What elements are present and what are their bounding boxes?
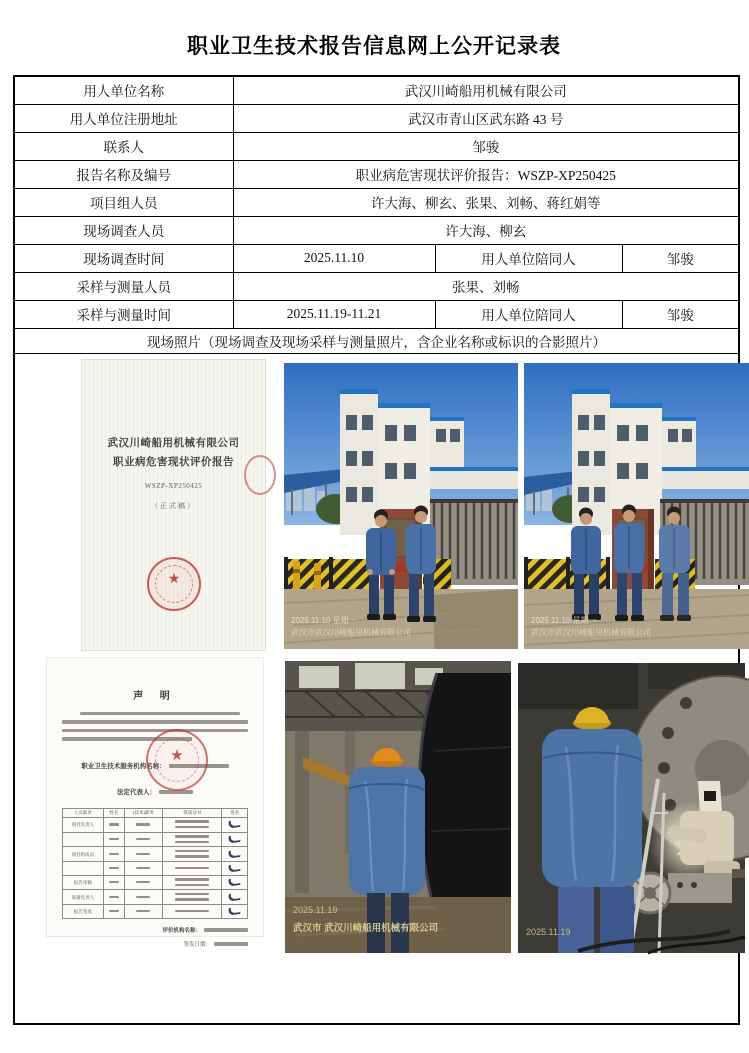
table-row (14, 188, 739, 216)
blurred-cell (103, 817, 124, 832)
evaluating-org-line (46, 926, 248, 934)
page-title: 职业卫生技术报告信息网上公开记录表 (187, 35, 561, 58)
signature-cell (222, 905, 248, 918)
watermark-location: 武汉市武汉川崎船用机械有限公司 (531, 627, 651, 637)
org-name-label: 职业卫生技术服务机构名称： (81, 762, 166, 770)
blurred-cell (103, 847, 124, 862)
blurred-cell (163, 875, 222, 890)
legal-rep-row (62, 787, 248, 796)
row-value: 武汉川崎船用机械有限公司 (233, 76, 739, 104)
row-label: 联系人 (14, 132, 233, 160)
watermark-date: 2025.11.19 (293, 904, 338, 915)
blurred-text (214, 942, 248, 946)
red-seal-star: ★ (167, 571, 181, 587)
blurred-text (204, 928, 248, 932)
watermark-location: 武汉市武汉川崎船用机械有限公司 (291, 627, 411, 637)
photos-cell (14, 353, 739, 1024)
column-header: 人员职责 (63, 808, 104, 817)
cover-report-title: 职业病危害现状评价报告 (113, 456, 234, 468)
watermark-location: 武汉市 武汉川崎船用机械有限公司 (293, 922, 439, 934)
role-cell (63, 862, 104, 875)
signature-cell (222, 832, 248, 847)
site-photo-welding (518, 663, 745, 953)
red-stamp-partial-icon (244, 455, 276, 495)
row-value: 2025.11.19-11.21 (233, 300, 435, 328)
red-seal-star: ★ (170, 747, 184, 764)
row-value: 许大海、柳玄 (233, 216, 739, 244)
blurred-cell (124, 875, 162, 890)
declaration-footer (46, 926, 248, 948)
blurred-cell (124, 890, 162, 905)
row-value: 邹骏 (622, 300, 739, 328)
row-label: 报告名称及编号 (14, 160, 233, 188)
table-row (63, 862, 248, 875)
table-row (14, 272, 739, 300)
row-label: 采样与测量时间 (14, 300, 233, 328)
blurred-cell (124, 862, 162, 875)
blurred-cell (163, 862, 222, 875)
blurred-cell (103, 832, 124, 847)
cover-report-no: WSZP-XP250425 (144, 481, 203, 490)
column-header: (技术)职务 (124, 808, 162, 817)
red-seal-icon (147, 557, 201, 611)
table-row (14, 160, 739, 188)
table-row (14, 132, 739, 160)
signature-cell (222, 862, 248, 875)
legal-rep-label: 法定代表人： (117, 788, 156, 796)
blurred-cell (163, 890, 222, 905)
role-cell: 项目负责人 (63, 817, 104, 832)
blurred-cell (124, 817, 162, 832)
row-value: 张果、刘畅 (233, 272, 739, 300)
table-row (14, 328, 739, 353)
row-label: 现场调查人员 (14, 216, 233, 244)
column-header: 资质证书 (163, 808, 222, 817)
blurred-cell (163, 832, 222, 847)
blurred-cell (103, 862, 124, 875)
signature-cell (222, 847, 248, 862)
watermark-date: 2025.11.10 星期一 (291, 615, 357, 625)
blurred-cell (103, 905, 124, 918)
row-label: 用人单位陪同人 (435, 244, 622, 272)
text-line (62, 720, 248, 724)
watermark (526, 927, 570, 937)
role-cell: 报告审核 (63, 875, 104, 890)
photos-area (19, 354, 734, 1023)
role-cell: 报告签发 (63, 905, 104, 918)
blurred-cell (124, 847, 162, 862)
issue-date-label: 签发日期： (183, 941, 211, 948)
row-label: 用人单位注册地址 (14, 104, 233, 132)
declaration-title: 声 明 (133, 690, 177, 702)
table-row (14, 104, 739, 132)
blurred-cell (103, 875, 124, 890)
text-line (62, 729, 248, 733)
declaration-table (62, 808, 248, 919)
cover-edition: （正式稿） (151, 501, 196, 510)
report-cover-photo (81, 359, 266, 651)
blurred-cell (163, 905, 222, 918)
table-row (14, 216, 739, 244)
table-row (63, 847, 248, 862)
table-row (63, 905, 248, 918)
table-row (14, 353, 739, 1024)
table-row (63, 875, 248, 890)
row-label: 采样与测量人员 (14, 272, 233, 300)
row-label: 项目组人员 (14, 188, 233, 216)
row-label: 现场调查时间 (14, 244, 233, 272)
table-row (14, 76, 739, 104)
blurred-cell (124, 905, 162, 918)
signature-cell (222, 890, 248, 905)
watermark-date: 2025.11.10 星期一 (531, 615, 597, 625)
role-cell (63, 832, 104, 847)
large-tank (419, 673, 511, 925)
blurred-cell (163, 847, 222, 862)
watermark-date: 2025.11.19 (526, 926, 571, 937)
row-value: 2025.11.10 (233, 244, 435, 272)
table-row (63, 808, 248, 817)
blurred-cell (163, 817, 222, 832)
site-photo-gate-two-people (284, 363, 518, 649)
row-value: 职业病危害现状评价报告：WSZP-XP250425 (233, 160, 739, 188)
row-value: 许大海、柳玄、张果、刘畅、蒋红娟等 (233, 188, 739, 216)
row-value: 邹骏 (233, 132, 739, 160)
record-table (13, 75, 740, 1025)
column-header: 签名 (222, 808, 248, 817)
site-photo-factory-worker (285, 661, 511, 953)
declaration-page-photo (46, 657, 264, 948)
text-line (80, 712, 240, 716)
table-row (63, 817, 248, 832)
declaration-paragraph (62, 712, 248, 741)
signature-cell (222, 817, 248, 832)
evaluating-org-label: 评价机构名称： (162, 927, 201, 934)
row-label: 用人单位陪同人 (435, 300, 622, 328)
blurred-cell (124, 832, 162, 847)
blurred-cell (103, 890, 124, 905)
role-cell: 项目组成员 (63, 847, 104, 862)
row-value: 邹骏 (622, 244, 739, 272)
cover-company: 武汉川崎船用机械有限公司 (107, 437, 240, 449)
table-row (14, 300, 739, 328)
row-value: 武汉市青山区武东路 43 号 (233, 104, 739, 132)
role-cell: 质量负责人 (63, 890, 104, 905)
photos-caption: 现场照片（现场调查及现场采样与测量照片，含企业名称或标识的合影照片） (14, 328, 739, 353)
row-label: 用人单位名称 (14, 76, 233, 104)
column-header: 姓名 (103, 808, 124, 817)
site-photo-gate-three-people (524, 363, 749, 649)
table-row (63, 832, 248, 847)
signature-cell (222, 875, 248, 890)
table-row (63, 890, 248, 905)
table-row (14, 244, 739, 272)
blurred-text (159, 790, 193, 794)
issue-date-line (46, 940, 248, 948)
red-seal-icon (146, 729, 208, 791)
